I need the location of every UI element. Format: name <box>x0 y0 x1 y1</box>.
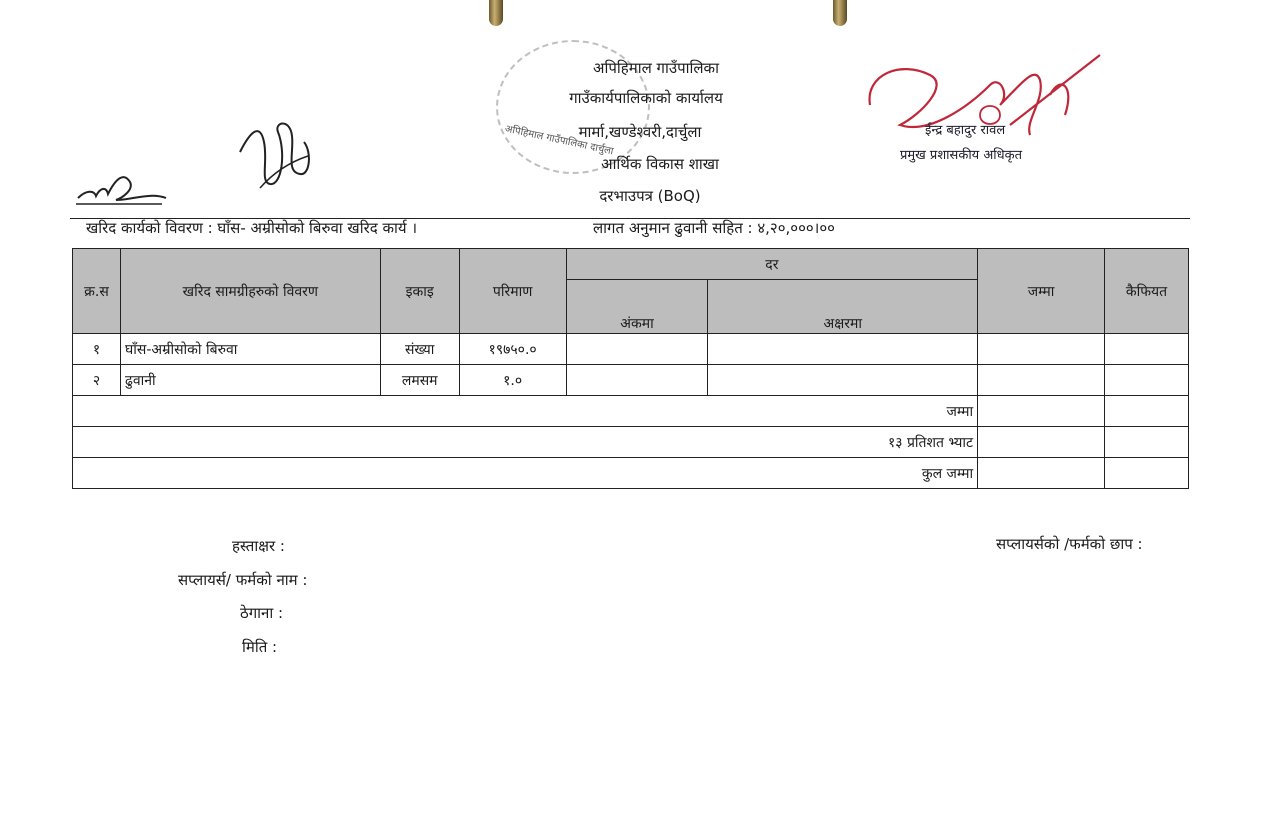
cell-total <box>978 365 1105 396</box>
cell-rate-words <box>708 365 978 396</box>
date-label: मिति : <box>242 638 278 656</box>
table-row <box>73 365 1189 396</box>
boq-table <box>72 248 1189 489</box>
summary-grand-total-label: कुल जम्मा <box>73 458 978 489</box>
cell-sn: १ <box>73 334 121 365</box>
cell-unit: लमसम <box>380 365 459 396</box>
cell-total <box>978 334 1105 365</box>
table-header-row <box>73 249 1189 280</box>
cell-remarks <box>1105 334 1189 365</box>
summary-grand-total-value <box>978 458 1105 489</box>
initial-signature-left <box>72 160 172 210</box>
cell-rate-figures <box>566 365 708 396</box>
cell-rate-words <box>708 334 978 365</box>
stamp-ring-text: अपिहिमाल गाउँपालिका दार्चुला <box>503 123 615 158</box>
office-subtitle: गाउँकार्यपालिकाको कार्यालय <box>569 89 723 107</box>
supplier-name-label: सप्लायर्स/ फर्मको नाम : <box>178 571 308 589</box>
cost-estimate: लागत अनुमान ढुवानी सहित : ४,२०,०००।०० <box>593 219 835 237</box>
summary-subtotal-label: जम्मा <box>73 396 978 427</box>
cell-description: ढुवानी <box>120 365 380 396</box>
office-name: अपिहिमाल गाउँपालिका <box>593 59 719 77</box>
initial-signature-middle <box>230 112 320 202</box>
header-rate-words: अक्षरमा <box>708 280 978 334</box>
summary-vat-label: १३ प्रतिशत भ्याट <box>73 427 978 458</box>
cell-remarks <box>1105 365 1189 396</box>
binder-ring-right <box>833 0 847 26</box>
summary-vat-remarks <box>1105 427 1189 458</box>
cell-quantity: १९७५०.० <box>459 334 566 365</box>
summary-subtotal-remarks <box>1105 396 1189 427</box>
header-rate-figures: अंकमा <box>566 280 708 334</box>
summary-row-vat <box>73 427 1189 458</box>
cell-quantity: १.० <box>459 365 566 396</box>
cell-unit: संख्या <box>380 334 459 365</box>
header-sn: क्र.स <box>73 249 121 334</box>
summary-grand-total-remarks <box>1105 458 1189 489</box>
officer-title: प्रमुख प्रशासकीय अधिकृत <box>900 148 1023 163</box>
cell-description: घाँस-अम्रीसोको बिरुवा <box>120 334 380 365</box>
address-label: ठेगाना : <box>240 604 284 622</box>
summary-row-subtotal <box>73 396 1189 427</box>
header-unit: इकाइ <box>380 249 459 334</box>
header-remarks: कैफियत <box>1105 249 1189 334</box>
office-address: मार्मा,खण्डेश्वरी,दार्चुला <box>578 123 702 141</box>
office-section: आर्थिक विकास शाखा <box>601 155 719 173</box>
binder-ring-left <box>489 0 503 26</box>
officer-name: ईन्द्र बहादुर रावल <box>925 123 1006 138</box>
table-row <box>73 334 1189 365</box>
header-quantity: परिमाण <box>459 249 566 334</box>
header-rate: दर <box>566 249 978 280</box>
signature-label: हस्ताक्षर : <box>232 537 285 555</box>
document-title: दरभाउपत्र (BoQ) <box>599 187 701 205</box>
cell-sn: २ <box>73 365 121 396</box>
header-total: जम्मा <box>978 249 1105 334</box>
summary-subtotal-value <box>978 396 1105 427</box>
supplier-stamp-label: सप्लायर्सको /फर्मको छाप : <box>996 535 1143 553</box>
header-description: खरिद सामग्रीहरुको विवरण <box>120 249 380 334</box>
summary-row-grand-total <box>73 458 1189 489</box>
cell-rate-figures <box>566 334 708 365</box>
officer-signature <box>860 45 1110 155</box>
procurement-subject: खरिद कार्यको विवरण : घाँस- अम्रीसोको बिरुवा खरिद कार्य । <box>86 219 418 237</box>
summary-vat-value <box>978 427 1105 458</box>
